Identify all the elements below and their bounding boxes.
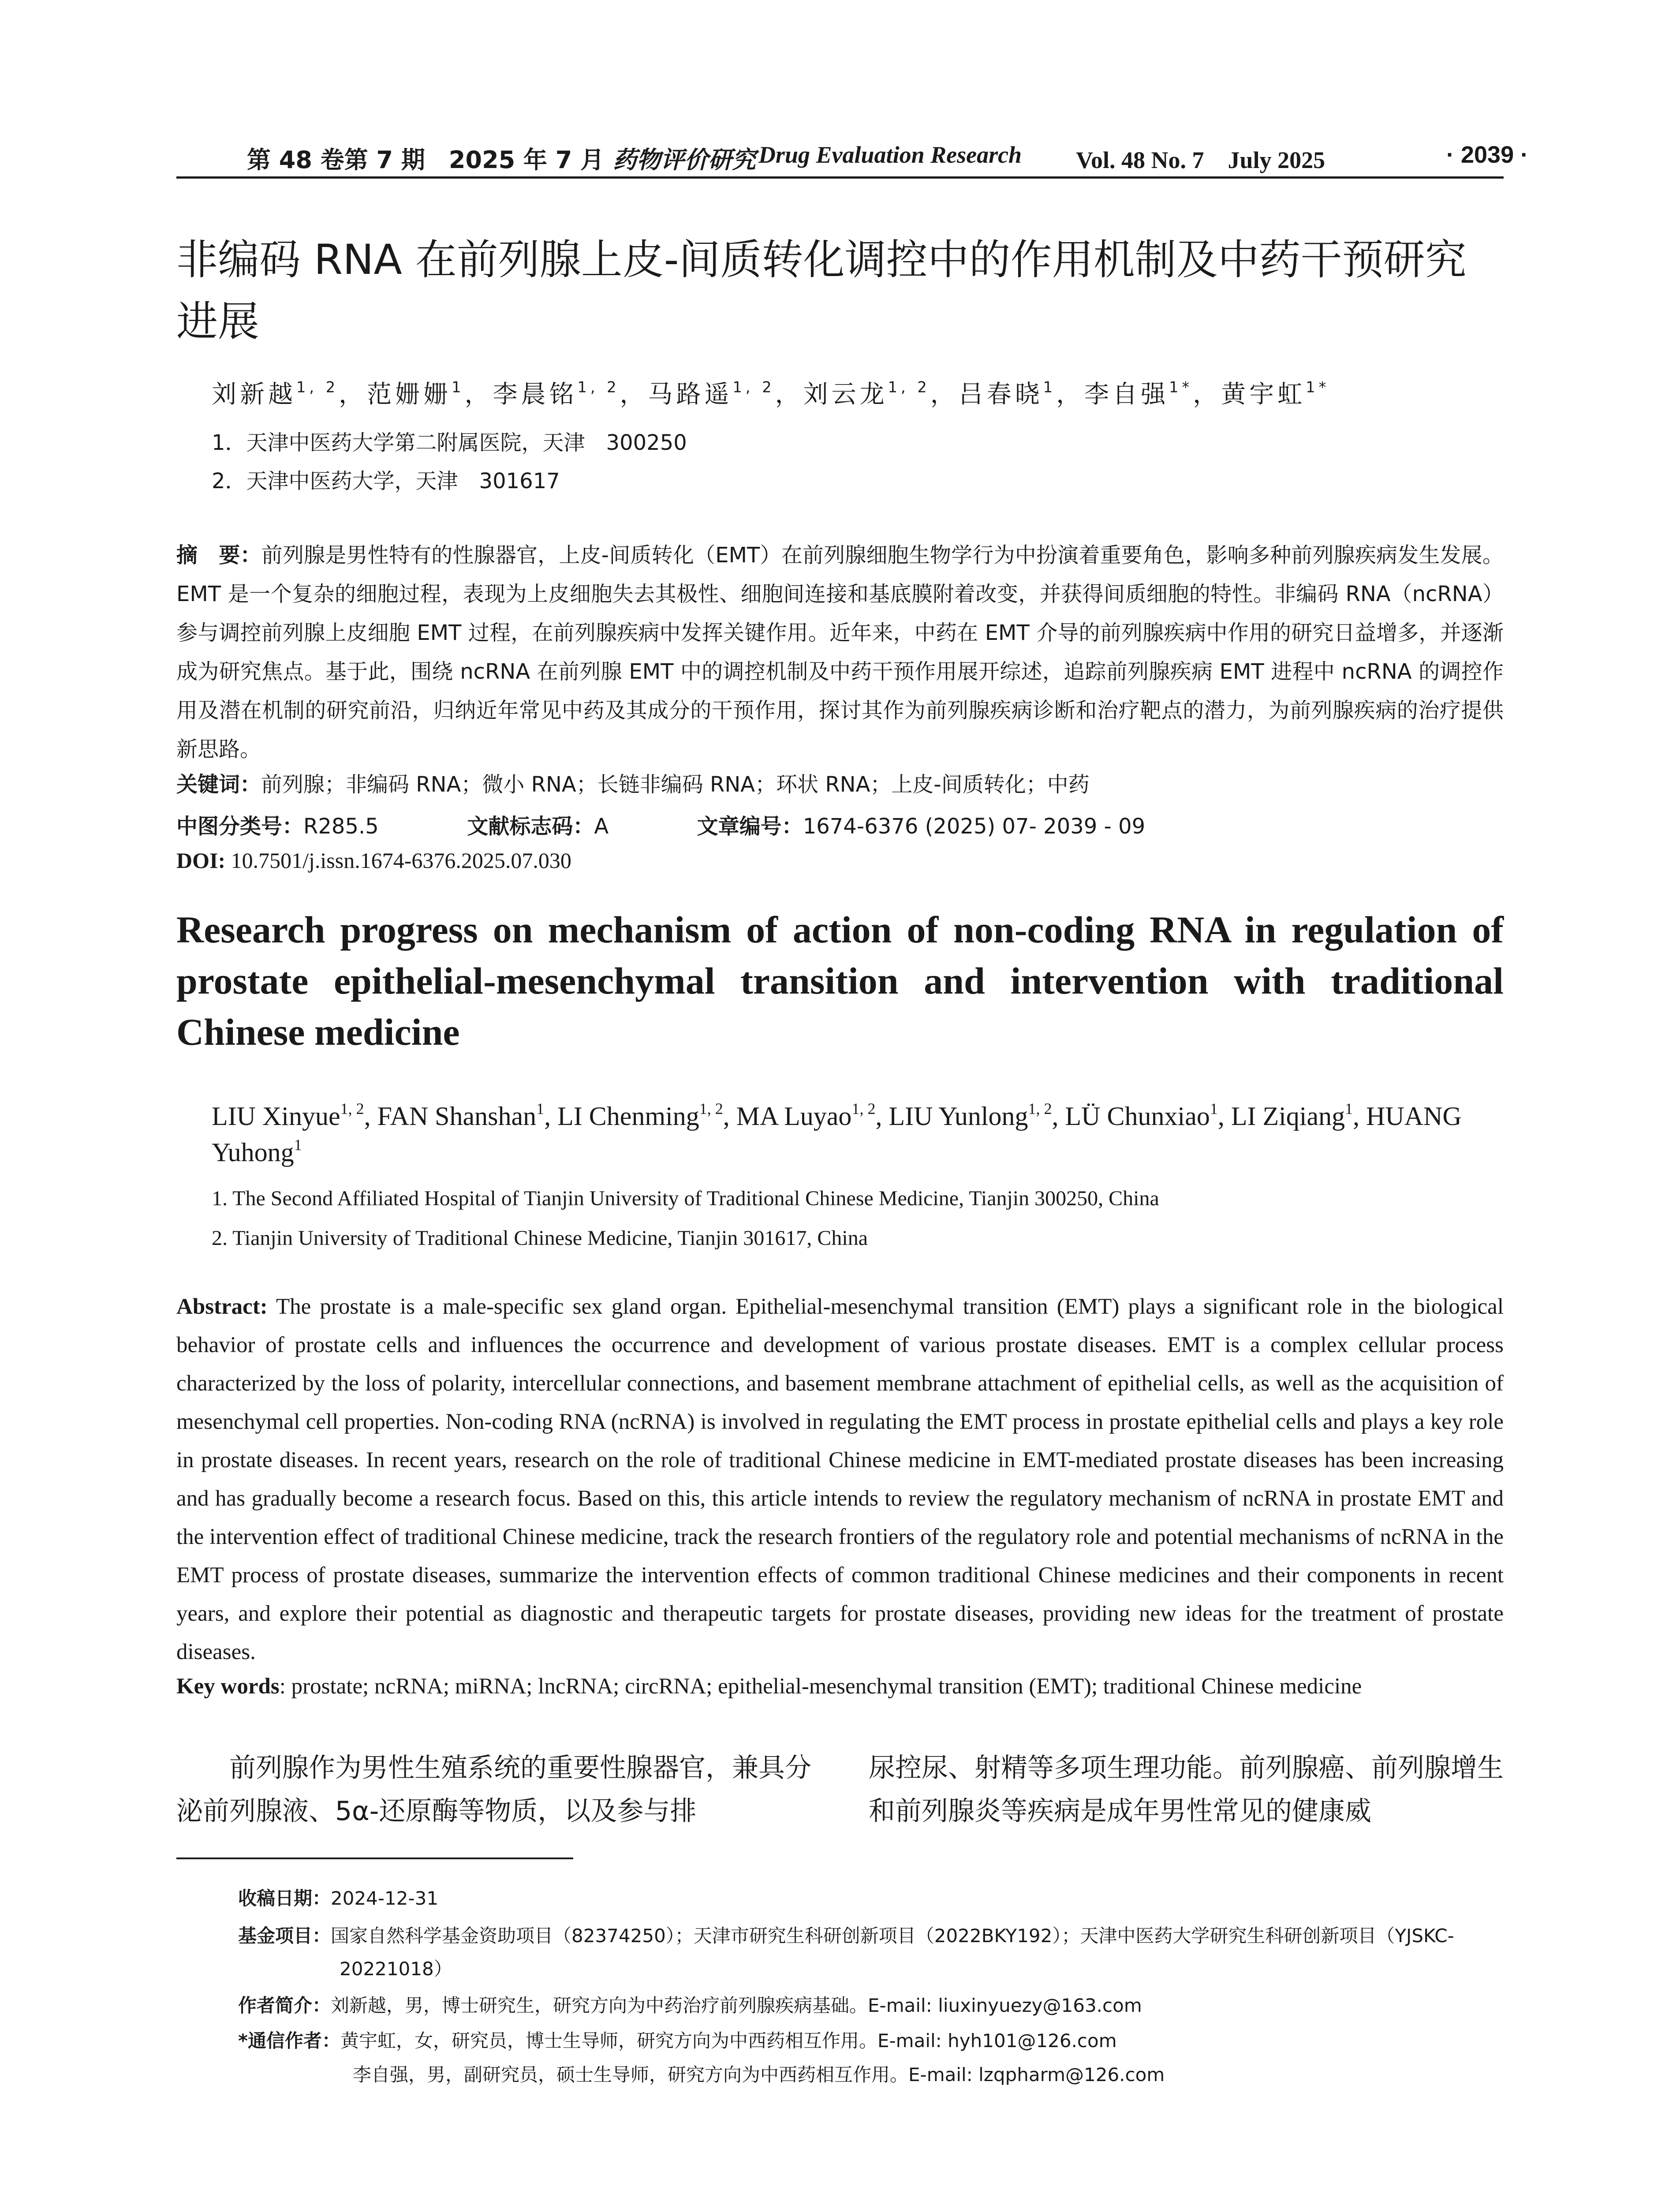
abstract-en-label: Abstract: <box>176 1294 268 1319</box>
article-number-label: 文章编号： <box>697 814 803 839</box>
running-header <box>176 138 1529 177</box>
author-en-affiliation-mark: 1, 2 <box>699 1099 723 1117</box>
affiliation-cn-1: 1．天津中医药大学第二附属医院，天津 300250 <box>212 430 687 455</box>
clc-label: 中图分类号： <box>176 814 304 839</box>
author-cn-affiliation-mark: 1 <box>1043 378 1057 396</box>
keywords-en-label: Key words <box>176 1674 280 1699</box>
author-cn-name: 李自强 <box>1084 380 1169 409</box>
affiliation-cn-2: 2．天津中医药大学，天津 301617 <box>212 469 560 493</box>
received-label: 收稿日期： <box>238 1887 331 1909</box>
author-cn-name: 黄宇虹 <box>1221 380 1306 409</box>
author-cn-name: 吕春晓 <box>958 380 1043 409</box>
clc-value: R285.5 <box>303 814 379 839</box>
author-en-separator: , <box>1353 1102 1366 1131</box>
author-cn-separator: ， <box>775 380 803 409</box>
article-title-cn: 非编码 RNA 在前列腺上皮-间质转化调控中的作用机制及中药干预研究进展 <box>176 236 1467 346</box>
author-en-separator: , <box>1052 1102 1065 1131</box>
author-en-affiliation-mark: 1 <box>1210 1099 1218 1117</box>
author-label: 作者简介： <box>238 1995 331 2016</box>
doi-value[interactable]: 10.7501/j.issn.1674-6376.2025.07.030 <box>231 848 571 873</box>
author-cn-affiliation-mark: 1, 2 <box>577 378 620 396</box>
page-number: · 2039 · <box>1446 142 1529 168</box>
author-en-name: LI Chenming <box>557 1102 699 1131</box>
footnote-fund <box>238 1921 1504 1948</box>
abstract-en-text: The prostate is a male-specific sex gland organ. Epithelial-mesenchymal transition (EMT) plays a significant role in the biological behavior of prostate cells and influences the occurrence and development of various prostate diseases. EMT is a complex cellular process characterized by the loss of polarity, intercellular connections, and basement membrane attachment of epithelial cells, as well as the acquisition of mesenchymal cell properties. Non-coding RNA (ncRNA) is involved in regulating the EMT process in prostate epithelial cells and plays a key role in prostate diseases. In recent years, research on the role of traditional Chinese medicine in EMT-mediated prostate diseases has been increasing and has gradually become a research focus. Based on this, this article intends to review the regulatory mechanism of ncRNA in prostate EMT and the intervention effect of traditional Chinese medicine, track the research frontiers of the regulatory role and potential mechanisms of ncRNA in the EMT process of prostate diseases, summarize the intervention effects of common traditional Chinese medicines and their components in recent years, and explore their potential as diagnostic and therapeutic targets for prostate diseases, providing new ideas for the treatment of prostate diseases. <box>176 1294 1504 1664</box>
abstract-en <box>176 1288 1504 1671</box>
affiliation-en-2: 2. Tianjin University of Traditional Chinese Medicine, Tianjin 301617, China <box>212 1226 868 1250</box>
author-cn-affiliation-mark: 1* <box>1169 378 1193 396</box>
author-en-separator: , <box>875 1102 889 1131</box>
author-en-affiliation-mark: 1, 2 <box>851 1099 876 1117</box>
author-en-name: LI Ziqiang <box>1231 1102 1345 1131</box>
issue-info-cn: 第 48 卷第 7 期 2025 年 7 月 <box>247 146 605 174</box>
author-cn-separator: ， <box>339 380 367 409</box>
author-cn-affiliation-mark: 1, 2 <box>732 378 775 396</box>
corresponding-1: 黄宇虹，女，研究员，博士生导师，研究方向为中西药相互作用。E-mail: hyh101@126.com <box>340 2030 1117 2052</box>
author-en-name: FAN Shanshan <box>377 1102 537 1131</box>
author-cn-affiliation-mark: 1* <box>1306 378 1330 396</box>
journal-logo: 药物评价研究 <box>613 146 756 174</box>
abstract-cn-text: 前列腺是男性特有的性腺器官，上皮-间质转化（EMT）在前列腺细胞生物学行为中扮演着重要角色，影响多种前列腺疾病发生发展。EMT 是一个复杂的细胞过程，表现为上皮细胞失去其极性、细胞间连接和基底膜附着改变，并获得间质细胞的特性。非编码 RNA（ncRNA）参与调控前列腺上皮细胞 EMT 过程，在前列腺疾病中发挥关键作用。近年来，中药在 EMT 介导的前列腺疾病中作用的研究日益增多，并逐渐成为研究焦点。基于此，围绕 ncRNA 在前列腺 EMT 中的调控机制及中药干预作用展开综述，追踪前列腺疾病 EMT 进程中 ncRNA 的调控作用及潜在机制的研究前沿，归纳近年常见中药及其成分的干预作用，探讨其作为前列腺疾病诊断和治疗靶点的潜力，为前列腺疾病的治疗提供新思路。 <box>176 543 1504 762</box>
author-en-affiliation-mark: 1, 2 <box>340 1099 364 1117</box>
author-cn-name: 李晨铭 <box>493 380 578 409</box>
fund-line-1: 国家自然科学基金资助项目（82374250）；天津市研究生科研创新项目（2022BKY192）；天津中医药大学研究生科研创新项目（YJSKC- <box>331 1925 1454 1947</box>
author-bio: 刘新越，男，博士研究生，研究方向为中药治疗前列腺疾病基础。E-mail: liuxinyuezy@163.com <box>331 1995 1142 2016</box>
classification-line <box>176 809 1145 840</box>
affiliation-en-1: 1. The Second Affiliated Hospital of Tianjin University of Traditional Chinese Medicine, Tianjin 300250, China <box>212 1187 1159 1210</box>
author-cn-name: 刘新越 <box>212 380 296 409</box>
author-cn-affiliation-mark: 1 <box>452 378 465 396</box>
footnote-author <box>238 1991 1142 2018</box>
author-list-en <box>212 1098 1504 1170</box>
abstract-cn-label: 摘 要： <box>176 543 261 568</box>
footnote-corresponding <box>238 2026 1117 2053</box>
author-cn-separator: ， <box>930 380 959 409</box>
article-number-value: 1674-6376 (2025) 07- 2039 - 09 <box>803 814 1146 839</box>
keywords-cn-label: 关键词： <box>176 772 261 797</box>
author-cn-affiliation-mark: 1, 2 <box>888 378 930 396</box>
author-en-affiliation-mark: 1 <box>536 1099 545 1117</box>
author-cn-separator: ， <box>464 380 493 409</box>
author-cn-separator: ， <box>620 380 648 409</box>
author-cn-name: 刘云龙 <box>803 380 888 409</box>
fund-label: 基金项目： <box>238 1925 331 1947</box>
volume-info-en: Vol. 48 No. 7 July 2025 <box>1076 147 1325 173</box>
doc-code-label: 文献标志码： <box>467 814 594 839</box>
corresponding-label: *通信作者： <box>238 2030 340 2052</box>
keywords-cn-text: 前列腺；非编码 RNA；微小 RNA；长链非编码 RNA；环状 RNA；上皮-间质转化；中药 <box>261 772 1090 797</box>
doi-line <box>176 848 571 873</box>
doc-code-value: A <box>594 814 609 839</box>
author-list-cn <box>212 375 1504 410</box>
author-cn-name: 马路遥 <box>648 380 733 409</box>
author-en-name: LIU Yunlong <box>889 1102 1028 1131</box>
author-cn-separator: ， <box>1193 380 1221 409</box>
received-date: 2024-12-31 <box>331 1887 439 1909</box>
author-en-name: MA Luyao <box>736 1102 852 1131</box>
author-en-name: LÜ Chunxiao <box>1065 1102 1210 1131</box>
author-en-separator: , <box>723 1102 736 1131</box>
corresponding-2: 李自强，男，副研究员，硕士生导师，研究方向为中西药相互作用。E-mail: lzqpharm@126.com <box>353 2064 1165 2085</box>
article-title-en: Research progress on mechanism of action of non-coding RNA in regulation of prostate epithelial-mesenchymal transition and intervention with traditional Chinese medicine <box>176 908 1504 1053</box>
keywords-en <box>176 1674 1504 1699</box>
header-rule <box>176 176 1504 179</box>
keywords-cn <box>176 765 1504 804</box>
author-en-name: HUANG Yuhong <box>212 1102 1462 1167</box>
author-en-affiliation-mark: 1, 2 <box>1028 1099 1052 1117</box>
author-en-separator: , <box>364 1102 377 1131</box>
abstract-cn <box>176 536 1504 769</box>
doi-label: DOI: <box>176 848 226 873</box>
author-en-separator: , <box>1217 1102 1231 1131</box>
author-cn-name: 范姗姗 <box>367 380 452 409</box>
footnote-rule <box>176 1857 573 1859</box>
author-cn-affiliation-mark: 1, 2 <box>296 378 339 396</box>
fund-line-2: 20221018） <box>340 1958 452 1980</box>
keywords-en-text: : prostate; ncRNA; miRNA; lncRNA; circRNA; epithelial-mesenchymal transition (EMT); traditional Chinese medicine <box>279 1674 1362 1699</box>
author-en-affiliation-mark: 1 <box>1345 1099 1353 1117</box>
body-column-right: 尿控尿、射精等多项生理功能。前列腺癌、前列腺增生和前列腺炎等疾病是成年男性常见的健康威 <box>869 1753 1504 1827</box>
author-cn-separator: ， <box>1056 380 1085 409</box>
journal-name-en: Drug Evaluation Research <box>758 142 1022 168</box>
author-en-separator: , <box>544 1102 558 1131</box>
author-en-affiliation-mark: 1 <box>294 1136 302 1154</box>
body-column-left: 前列腺作为男性生殖系统的重要性腺器官，兼具分泌前列腺液、5α-还原酶等物质，以及参与排 <box>176 1753 811 1827</box>
author-en-name: LIU Xinyue <box>212 1102 340 1131</box>
footnote-received <box>238 1884 438 1910</box>
